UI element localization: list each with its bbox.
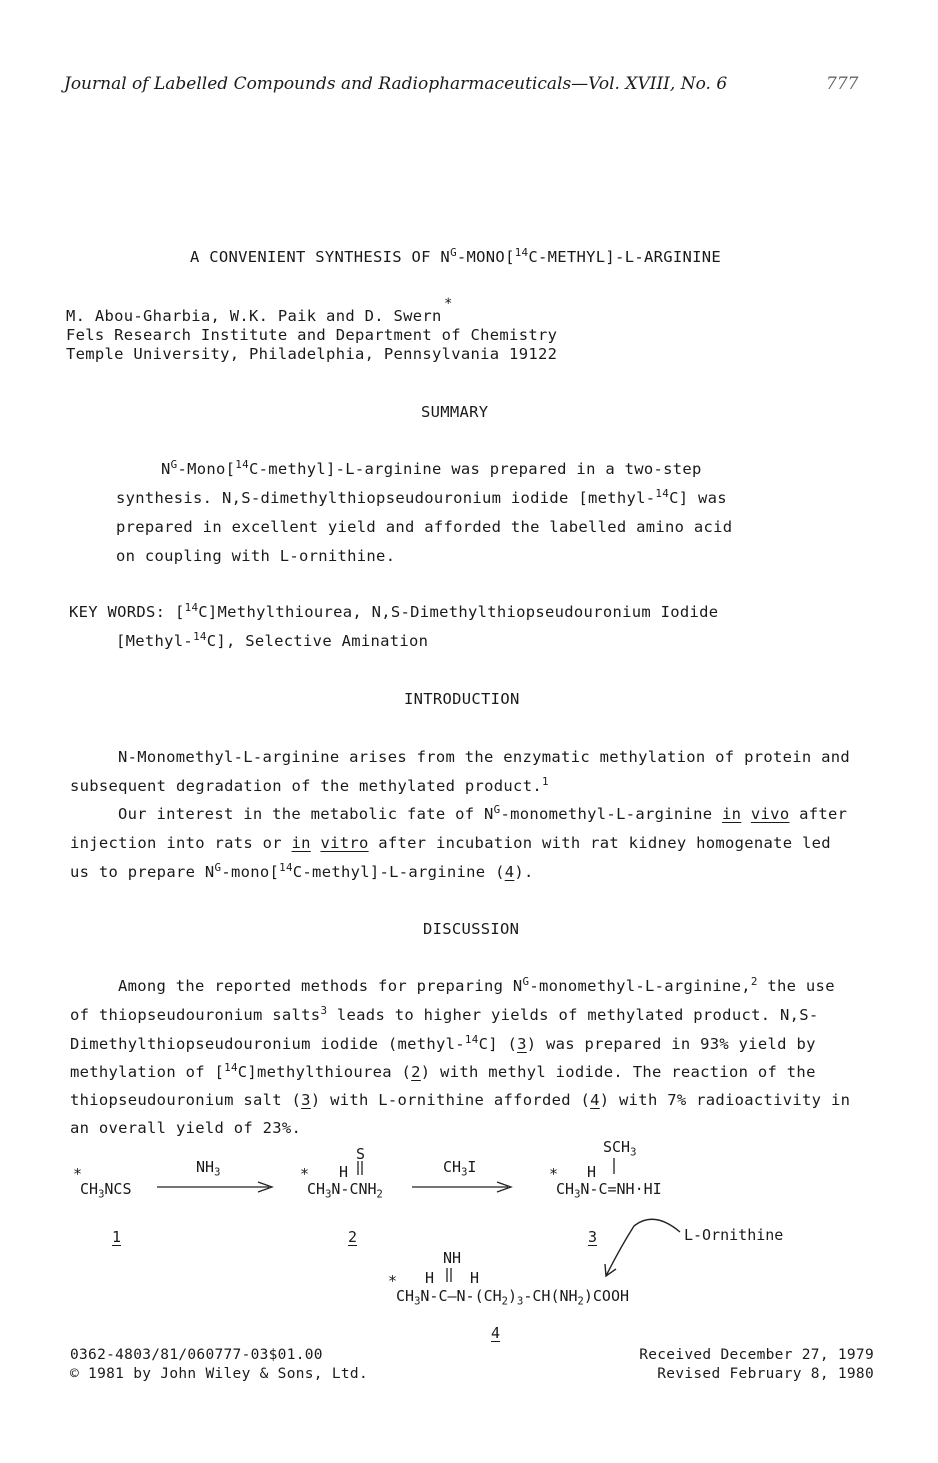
compound-1-asterisk: * xyxy=(73,1165,83,1183)
intro-line-2: subsequent degradation of the methylated product.$^1$ xyxy=(70,775,549,795)
journal-header: Journal of Labelled Compounds and Radiopharmaceuticals—Vol. XVIII, No. 6 xyxy=(64,74,728,94)
reagent-ch3i: $CH_3I$ xyxy=(443,1158,477,1179)
compound-4-hydrogen-1: H xyxy=(425,1269,435,1287)
reaction-arrow-1 xyxy=(155,1180,277,1194)
compound-4-formula: $CH_3N-C—N-(CH_2)_3-CH(NH_2)COOH$ xyxy=(396,1287,630,1308)
compound-4-number: 4 xyxy=(491,1324,501,1342)
discussion-line-3: Dimethylthiopseudouronium iodide (methyl-$^{14}$C] (3) was prepared in 93% yield by xyxy=(70,1033,816,1053)
compound-4-asterisk: * xyxy=(388,1272,398,1290)
compound-4-hydrogen-2: H xyxy=(470,1269,480,1287)
discussion-line-2: of thiopseudouronium salts$^3$ leads to higher yields of methylated product. N,S- xyxy=(70,1004,819,1024)
discussion-line-5: thiopseudouronium salt (3) with L-ornithine afforded (4) with 7% radioactivity in xyxy=(70,1091,851,1109)
compound-2-sulfur: S xyxy=(356,1145,366,1163)
affiliation-line-2: Temple University, Philadelphia, Pennsylvania 19122 xyxy=(66,345,558,363)
intro-line-5: us to prepare $N^G-mono[^{14}C-methyl]-L$-arginine (4). xyxy=(70,861,534,881)
author-names: M. Abou-Gharbia, W.K. Paik and D. Swern xyxy=(66,307,442,325)
discussion-line-4: methylation of [$^{14}$C]methylthiourea (2) with methyl iodide. The reaction of the xyxy=(70,1061,816,1081)
revised-date: Revised February 8, 1980 xyxy=(657,1366,874,1382)
compound-4-double-bond xyxy=(444,1267,454,1283)
introduction-heading: INTRODUCTION xyxy=(404,690,520,708)
compound-4-nh: NH xyxy=(443,1249,462,1267)
intro-line-3: Our interest in the metabolic fate of $N^G-monomethyl-L$-arginine in vivo after xyxy=(118,803,848,823)
article-title: A CONVENIENT SYNTHESIS OF $N^G-MONO[^{14}C-METHYL]-L$-ARGININE xyxy=(190,246,722,266)
compound-3-single-bond xyxy=(611,1157,617,1175)
keywords-line-1: KEY WORDS: [$^{14}$C]Methylthiourea, N,S-Dimethylthiopseudouronium Iodide xyxy=(69,601,719,621)
discussion-heading: DISCUSSION xyxy=(423,920,520,938)
page-number: 777 xyxy=(826,74,859,94)
compound-2-number: 2 xyxy=(348,1228,358,1246)
compound-3-formula: $CH_3N-C=NH\cdot HI$ xyxy=(556,1180,662,1201)
curved-reaction-arrow xyxy=(596,1212,688,1280)
summary-line-1: $N^G-Mono[^{14}C-methyl]-L$-arginine was prepared in a two-step xyxy=(161,458,702,478)
compound-1-formula: $CH_3NCS$ xyxy=(80,1180,132,1201)
received-date: Received December 27, 1979 xyxy=(639,1347,874,1363)
compound-3-number: 3 xyxy=(588,1228,598,1246)
summary-line-3: prepared in excellent yield and afforded the labelled amino acid xyxy=(116,518,733,536)
discussion-line-6: an overall yield of 23%. xyxy=(70,1119,302,1137)
affiliation-line-1: Fels Research Institute and Department of Chemistry xyxy=(66,326,558,344)
article-code: 0362-4803/81/060777-03$01.00 xyxy=(70,1347,323,1363)
keywords-line-2: [Methyl-$^{14}$C], Selective Amination xyxy=(116,630,429,650)
summary-line-4: on coupling with L-ornithine. xyxy=(116,547,396,565)
intro-line-1: N-Monomethyl-L-arginine arises from the enzymatic methylation of protein and xyxy=(118,748,851,766)
compound-3-hydrogen: H xyxy=(587,1163,597,1181)
reagent-l-ornithine: L-Ornithine xyxy=(684,1226,784,1244)
intro-line-4: injection into rats or in vitro after incubation with rat kidney homogenate led xyxy=(70,834,831,852)
copyright-line: © 1981 by John Wiley & Sons, Ltd. xyxy=(70,1366,368,1382)
reagent-nh3: $NH_3$ xyxy=(196,1158,221,1179)
compound-1-number: 1 xyxy=(112,1228,122,1246)
corresponding-asterisk: * xyxy=(444,296,453,312)
compound-2-formula: $CH_3N-CNH_2$ xyxy=(307,1180,383,1201)
summary-line-2: synthesis. N,S-dimethylthiopseudouronium iodide [methyl-$^{14}$C] was xyxy=(116,487,727,507)
discussion-line-1: Among the reported methods for preparing $N^G-monomethyl-L-arginine,^2$ the use xyxy=(118,975,835,995)
compound-3-sch3: $SCH_3$ xyxy=(603,1138,637,1159)
compound-3-asterisk: * xyxy=(549,1165,559,1183)
compound-2-asterisk: * xyxy=(300,1165,310,1183)
compound-2-double-bond xyxy=(355,1160,365,1176)
reaction-arrow-2 xyxy=(410,1180,516,1194)
compound-2-hydrogen: H xyxy=(339,1163,349,1181)
summary-heading: SUMMARY xyxy=(421,403,489,421)
